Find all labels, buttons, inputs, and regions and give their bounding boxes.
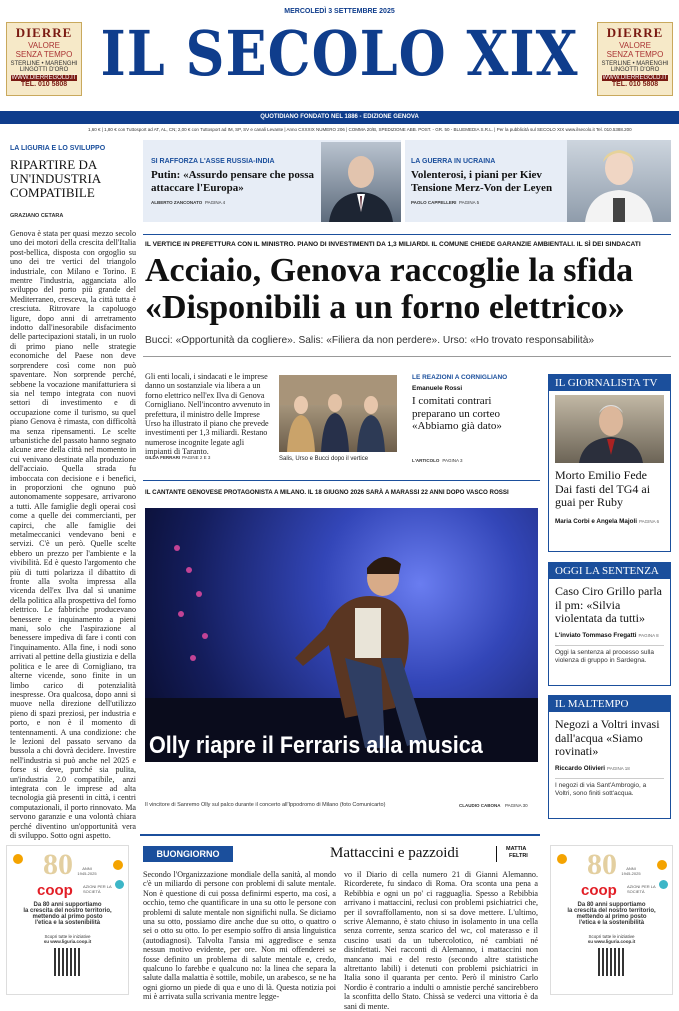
- ad-coop-right[interactable]: [550, 845, 673, 995]
- ad-coop-left[interactable]: [6, 845, 129, 995]
- reaction-title: I comitati contrari preparano un corteo «Abbiamo già dato»: [412, 395, 502, 432]
- ad-tagline: SENZA TEMPO: [606, 50, 664, 59]
- coop-small: Scopri tutte le iniziative: [44, 934, 91, 939]
- main-byline: GILDA FERRARI: [145, 455, 181, 460]
- coop-deco-icon: [659, 880, 668, 889]
- concert-byline: CLAUDIO CABONA: [459, 803, 501, 808]
- sidebar-title: Negozi a Voltri invasi dall'acqua «Siamo rovinati»: [555, 717, 660, 758]
- sidebar-byline: L'inviato Tommaso Fregatti: [555, 631, 637, 639]
- buongiorno-author: FELTRI: [509, 853, 528, 859]
- ad-gold-text: STERLINE • MARENGHI LINGOTTI D'ORO: [10, 61, 78, 73]
- coop-text: l'etica e la sostenibilità: [34, 920, 101, 926]
- concert-kicker: IL CANTANTE GENOVESE PROTAGONISTA A MILANO. IL 18 GIUGNO 2026 SARÀ A MARASSI 22 ANNI DOPO VASCO ROSSI: [145, 489, 509, 496]
- left-lead-kicker: LA LIGURIA E LO SVILUPPO: [10, 145, 106, 152]
- coop-text: la crescita del nostro territorio,: [23, 908, 112, 914]
- top-story-kicker: SI RAFFORZA L'ASSE RUSSIA-INDIA: [151, 158, 275, 165]
- concert-title[interactable]: Olly riapre il Ferraris alla musica: [149, 732, 483, 759]
- coop-deco-icon: [657, 860, 667, 870]
- coop-small: Scopri tutte le iniziative: [588, 934, 635, 939]
- coop-side: AZIONI PER LA SOCIETÀ: [83, 884, 112, 894]
- coop-text: l'etica e la sostenibilità: [578, 920, 645, 926]
- concert-page: PAGINA 30: [505, 803, 528, 808]
- top-story-kiev[interactable]: [405, 140, 671, 222]
- sidebar-title: Morto Emilio Fede Dai fasti del TG4 ai guai per Ruby: [555, 468, 651, 509]
- sidebar-page: PAGINA 8: [638, 632, 659, 638]
- top-story-title: Putin: «Assurdo pensare che possa attaccare l'Europa»: [151, 169, 314, 194]
- coop-brand: coop: [37, 882, 73, 899]
- top-story-byline: PAOLO CAPPELLERI: [411, 200, 457, 205]
- coop-deco-icon: [557, 854, 567, 864]
- sidebar-byline: Maria Corbi e Angela Majoli: [555, 517, 637, 525]
- sidebar-ciro-grillo[interactable]: [548, 562, 671, 686]
- concert-caption: Il vincitore di Sanremo Olly sul palco durante il concerto all'Ippodromo di Milano (foto Comunicarto): [145, 802, 386, 808]
- ad-brand: DIERRE: [606, 25, 664, 40]
- left-lead-author: GRAZIANO CETARA: [10, 213, 64, 219]
- coop-years: 80: [43, 848, 73, 881]
- top-story-byline: ALBERTO ZANCONATO: [151, 200, 203, 205]
- coop-text: la crescita del nostro territorio,: [567, 908, 656, 914]
- buongiorno-author: MATTIA: [506, 846, 527, 852]
- coop-deco-icon: [13, 854, 23, 864]
- left-lead-text: Genova è stata per quasi mezzo secolo uno dei motori della crescita dell'Italia post-bellica, disposta con orgoglio su uno dei tre vertici del triangolo industriale, con Milano e Torino. E mentre l'industria, agganciata allo sviluppo del porto più grande del Mediterraneo, cresceva, la città tutta è cresciuta. Ritrovare la capoluogo ligure, dopo anni di arretramento indotto dall'inesorabile disfacimento delle partecipazioni statali, in un ruolo di primo piano nelle strategie economiche del Paese non deve sorprendere così come non può spaventare. Non sorprende perché, sebbene la vocazione manifatturiera si sia nel tempo integrata con nuovi settori di investimento e di occupazione come il turismo, su quel piano Genova è rimasta, con difficoltà ma senza ripensamenti. Le scelte urbanistiche del passato hanno segnato alcune aree della città nel momento in cui venivano destinate alla produzione dell'acciaio. Quella strada fu imboccata con decisione e i benefici, in proporzioni che ognuno può autonomamente soppesare, arrivarono a tutti. Alle famiglie degli operai così come a quelle dei commercianti, per capirci, che alle famiglie dei metalmeccanici vendevano beni e servizi. C'è un però. Quelle scelte ebbero un prezzo per l'ambiente e la vivibilità. Ed è questo l'argomento che più di tutti polarizza il dibattito di fronte alla svolta impressa alla vicenda dell'ex Ilva dal sì unanime della politica alla prospettiva del forno elettrico. Le fabbriche producevano benessere e inquinamento a pieni mani, solo che l'aspirazione al benessere impediva di fare i conti con l'inquinamento. Alla fine, i nodi sono arrivati al pettine della giustizia e della politica e le aree di Cornigliano, tra alterne vicende, sono finite in un limbo carico di potenzialità inespresse. Ora qualcosa, dopo anni si muove nella direzione dell'utilizzo pieno di spazi preziosi, per industria e porto, e non è il momento di tentennamenti. A una condizione: che le lezioni del passato servano da bussola a chi dovrà decidere. Investire nell'industria si può anche nel 2025 e forse si deve, purché sia pulita, un'industria 2.0 compatibile, anzi integrata con le imprese ad alta tecnologia già presenti in città, i centri computazionali, il porto rinnovato. Ma servono garanzie e una volontà chiara perché diventino un'opportunità vera di sviluppo. Sotto ogni aspetto.: [10, 229, 136, 840]
- buongiorno-col2: vo il Diario di cella numero 21 di Gianni Alemanno. Ricorderete, fu sindaco di Roma. Ora sconta una pena a Rebibbia e ogni un po' ci ragguaglia. Spesso a Rebibbia arrivano i mattaccini, reclusi con problemi psichiatrici che, per il sovraffollamento, non si sa dove mettere. L'ultimo, scrive Alemanno, è stato chiuso in isolamento in una cella senza corrente, senza scarico del wc, col materasso e il cuscino usati da un tubercolotico, né cambiati né disinfettati. Nei racconti di Alemanno, i mattaccini non mancano mai e del resto (secondo altre statistiche altrettanto labili) i detenuti con problemi psichiatrici in Italia sono il quaranta per cento. Però il ministro Carlo Nordio è contrario a indulti o amnistie perché sancirebbero la sconfitta dello Stato. Chissà se vederci una vittoria è da sani di mente.: [344, 870, 538, 1011]
- coop-deco-icon: [113, 860, 123, 870]
- summit-photo: [279, 375, 397, 452]
- sidebar-page: PAGINA 18: [607, 765, 630, 771]
- buongiorno-sep: [496, 846, 497, 862]
- issue-date: MERCOLEDÌ 3 SETTEMBRE 2025: [284, 8, 395, 15]
- emilio-fede-photo: [555, 395, 664, 463]
- ad-tel: TEL. 010 5808: [20, 81, 68, 88]
- top-story-kicker: LA GUERRA IN UCRAINA: [411, 158, 496, 165]
- coop-text: mettendo al primo posto: [576, 914, 647, 920]
- ad-gold-text: STERLINE • MARENGHI LINGOTTI D'ORO: [601, 61, 669, 73]
- main-text: Gli enti locali, i sindacati e le imprese danno un sostanziale via libera a un forno elettrico nell'ex Ilva di Genova Cornigliano. Nell'incontro avvenuto in prefettura, il ministro delle Imprese Urso ha illustrato il piano che prevede investimenti per 1,3 miliardi. Restano numerose incognite legate agli impianti di Taranto.: [145, 372, 271, 457]
- sidebar-maltempo[interactable]: [548, 695, 671, 819]
- coop-years-sub: ANNI 1945-2025: [621, 866, 641, 876]
- qr-code-icon: [598, 948, 626, 976]
- main-divider: [143, 234, 671, 235]
- ad-dierre-right[interactable]: [597, 22, 673, 96]
- top-story-page: PAGINA 5: [459, 200, 480, 205]
- top-story-title: Volenterosi, i piani per Kiev Tensione Merz-Von der Leyen: [411, 169, 553, 194]
- bottom-divider: [140, 834, 540, 836]
- coop-small: su www.liguria.coop.it: [587, 939, 636, 944]
- price-line: 1,60 € | 1,80 € con Tuttosport ad AT, AL, CN; 2,00 € con Tuttosport ad IM, SP, SV e canali Levante | Anno CXXXIX NUMERO 206 | COMMA 20/B, SPEDIZIONE ABB. POST. - GR. 50 - BLUEMEDIA S.R.L. | Per la pubblicità sul SECOLO XIX www.ilsecolo.it Tel. 010.5388.200: [88, 127, 632, 132]
- coop-text: Da 80 anni supportiamo: [33, 902, 102, 908]
- sidebar-emilio-fede[interactable]: [548, 374, 671, 552]
- sidebar-byline: Riccardo Olivieri: [555, 764, 606, 772]
- von-der-leyen-photo: [567, 140, 671, 222]
- sidebar-text: I negozi di via Sant'Ambrogio, a Voltri, sono finiti sott'acqua.: [555, 778, 664, 798]
- left-lead-title[interactable]: RIPARTIRE DA UN'INDUSTRIA COMPATIBILE: [10, 157, 101, 200]
- top-story-putin[interactable]: [143, 140, 401, 222]
- ad-tagline: VALORE: [619, 41, 651, 50]
- reaction-author: Emanuele Rossi: [412, 385, 463, 392]
- reaction-byline: L'ARTICOLO: [412, 458, 440, 463]
- buongiorno-col1: Secondo l'Organizzazione mondiale della sanità, al mondo c'è un miliardo di persone con problemi di salute mentale. Non è questione di cui possa definirmi esperto, ma così, a occhio, temo che quantificare in una su otto le persone con problemi di salute mentale non significhi nulla. Se diciamo una su otto, possiamo dire anche due su otto, o quattro o sei o otto su otto. Io per esempio soffro di ansia linguistica (autodiagnosi). Talvolta l'ansia mi aggredisce e senza nessun motivo evidente, per ore. Non mi offenderei se fosse definito un problema di salute mentale e, credo, qualcuno lo farebbe e qualcuno no: la linea che separa la salute dalla malattia è sottile, mobile, un arabesco, se ne ha ogni giorno un piede di qua e uno di là. Questa notizia poi mi è arrivata sulla scrivania mentre legge-: [143, 870, 336, 1002]
- coop-years-sub: ANNI 1945-2025: [77, 866, 97, 876]
- main-title-line1[interactable]: Acciaio, Genova raccoglie la sfida: [145, 252, 634, 289]
- top-story-page: PAGINA 4: [205, 200, 226, 205]
- coop-deco-icon: [115, 880, 124, 889]
- summit-photo-caption: Salis, Urso e Bucci dopo il vertice: [279, 456, 369, 462]
- coop-years: 80: [587, 848, 617, 881]
- sidebar-head: IL MALTEMPO: [549, 696, 670, 712]
- coop-text: Da 80 anni supportiamo: [577, 902, 646, 908]
- sidebar-title: Caso Ciro Grillo parla il pm: «Silvia violentata da tutti»: [555, 584, 662, 625]
- buongiorno-title[interactable]: Mattaccini e pazzoidi: [330, 845, 460, 861]
- main-subtitle-divider: [143, 356, 671, 357]
- qr-code-icon: [54, 948, 82, 976]
- coop-brand: coop: [581, 882, 617, 899]
- sidebar-text: Oggi la sentenza al processo sulla violenza di gruppo in Sardegna.: [555, 645, 664, 665]
- masthead-strip: QUOTIDIANO FONDATO NEL 1886 - EDIZIONE GENOVA: [0, 111, 679, 124]
- main-title-line2[interactable]: «Disponibili a un forno elettrico»: [145, 289, 625, 326]
- concert-divider: [143, 480, 540, 481]
- putin-photo: [321, 142, 401, 222]
- reaction-kicker: LE REAZIONI A CORNIGLIANO: [412, 374, 508, 381]
- ad-tagline: SENZA TEMPO: [15, 50, 73, 59]
- sidebar-page: PAGINA 6: [639, 518, 660, 524]
- ad-tel: TEL. 010 5808: [611, 81, 659, 88]
- coop-small: su www.liguria.coop.it: [43, 939, 92, 944]
- ad-site: WWW.DIERREGOLD.IT: [602, 75, 668, 81]
- sidebar-head: IL GIORNALISTA TV: [549, 375, 670, 391]
- main-kicker: IL VERTICE IN PREFETTURA CON IL MINISTRO. PIANO DI INVESTIMENTI DA 1,3 MILIARDI. IL COMUNE CHIEDE GARANZIE AMBIENTALI. IL SÌ DEI SINDACATI: [145, 241, 641, 248]
- concert-photo: [145, 508, 538, 762]
- ad-brand: DIERRE: [15, 25, 73, 40]
- masthead-title[interactable]: IL SECOLO XIX: [100, 16, 579, 90]
- ad-dierre-left[interactable]: [6, 22, 82, 96]
- coop-side: AZIONI PER LA SOCIETÀ: [627, 884, 656, 894]
- main-subtitle: Bucci: «Opportunità da cogliere». Salis: «Filiera da non perdere». Urso: «Ho trovato responsabilità»: [145, 335, 595, 346]
- ad-site: WWW.DIERREGOLD.IT: [11, 75, 77, 81]
- coop-text: mettendo al primo posto: [32, 914, 103, 920]
- main-page: PAGINE 2 E 3: [182, 455, 211, 460]
- buongiorno-label: BUONGIORNO: [143, 846, 233, 862]
- ad-tagline: VALORE: [28, 41, 60, 50]
- reaction-page: PAGINA 3: [442, 458, 463, 463]
- reaction-box[interactable]: [412, 374, 538, 468]
- sidebar-head: OGGI LA SENTENZA: [549, 563, 670, 579]
